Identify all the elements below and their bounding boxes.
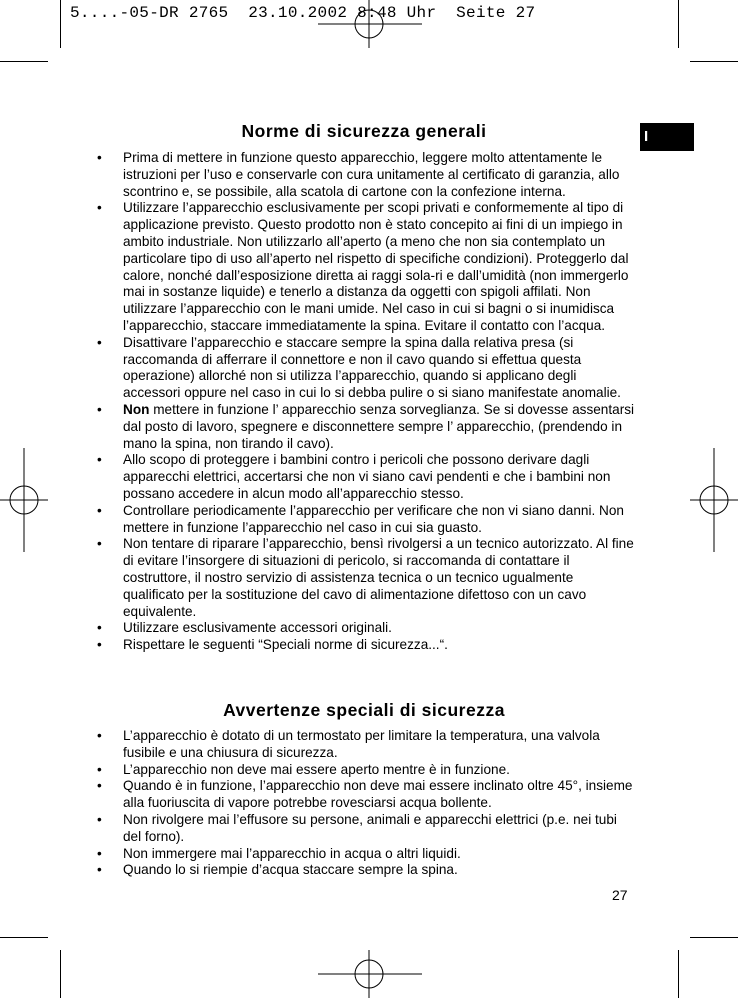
registration-mark-left: [0, 448, 48, 552]
registration-mark-right: [690, 448, 738, 552]
list-item-text: Quando è in funzione, l’apparecchio non deve mai essere inclinato oltre 45°, insieme alla fuoriuscita di vapore potrebbe rovesciarsi acqua bollente.: [123, 778, 633, 811]
list-item: [95, 620, 635, 637]
bullet-icon: •: [97, 811, 102, 827]
bullet-icon: •: [97, 502, 102, 518]
section-title-special-safety: Avvertenze speciali di sicurezza: [223, 700, 505, 720]
list-item-text: Prima di mettere in funzione questo apparecchio, leggere molto attentamente le istruzioni per l’uso e conservarle con cura unitamente al certificato di garanzia, allo scontrino e, se possibile, alla scatola di cartone con la confezione interna.: [123, 150, 620, 199]
list-item-text: mettere in funzione l’ apparecchio senza sorveglianza. Se si dovesse assentarsi dal posto di lavoro, spegnere e disconnettere sempre l’ apparecchio, (prendendo in mano la spina, non tirando il cavo).: [123, 401, 635, 451]
list-item: [95, 846, 635, 863]
list-item-text: Allo scopo di proteggere i bambini contro i pericoli che possono derivare dagli apparecchi elettrici, accertarsi che non vi siano cavi pendenti e che i bambini non possano accedere in alcun modo all’apparecchio stesso.: [123, 452, 611, 501]
bullet-icon: •: [97, 334, 102, 350]
list-item-text: Non immergere mai l’apparecchio in acqua o altri liquidi.: [123, 845, 461, 861]
list-item: [95, 402, 635, 452]
list-item-text: Utilizzare esclusivamente accessori originali.: [123, 620, 392, 636]
bullet-icon: •: [97, 761, 102, 777]
list-item-text: Quando lo si riempie d’acqua staccare sempre la spina.: [123, 862, 458, 878]
bullet-icon: •: [97, 150, 102, 165]
crop-mark: [60, 950, 61, 998]
list-item: [95, 762, 635, 779]
crop-mark: [690, 61, 738, 62]
general-safety-list: [95, 150, 635, 654]
list-item-text: Non tentare di riparare l’apparecchio, bensì rivolgersi a un tecnico autorizzato. Al fine di evitare l’insorgere di situazioni di pericolo, si raccomanda di contattare il costruttore, il nostro servizio di assistenza tecnica o un tecnico ugualmente qualificato per la sostituzione del cavo di alimentazione difettoso con un cavo equivalente.: [123, 536, 634, 619]
list-item: [95, 862, 635, 879]
bullet-icon: •: [97, 778, 102, 794]
bullet-icon: •: [97, 200, 102, 216]
bullet-icon: •: [97, 620, 102, 636]
bullet-icon: •: [97, 862, 102, 878]
list-item: [95, 335, 635, 402]
language-tab: I: [640, 123, 694, 151]
list-item: [95, 778, 635, 812]
list-item-emphasis: Non: [123, 401, 150, 417]
crop-mark: [678, 0, 679, 48]
print-header: 5....-05-DR 2765 23.10.2002 8:48 Uhr Seite 27: [70, 4, 536, 22]
crop-mark: [0, 937, 48, 938]
bullet-icon: •: [97, 728, 102, 743]
special-safety-list: [95, 728, 635, 879]
list-item: [95, 200, 635, 334]
list-item-text: Disattivare l’apparecchio e staccare sempre la spina dalla relativa presa (si raccomanda di afferrare il connettore e non il cavo quando si effettua questa operazione) allorché non si utilizza l’apparecchio, quando si applicano degli accessori oppure nel caso in cui lo si debba pulire o si siano manifestate anomalie.: [123, 334, 621, 401]
list-item: [95, 503, 635, 537]
registration-mark-top: [318, 0, 422, 48]
bullet-icon: •: [97, 536, 102, 552]
list-item-text: L’apparecchio è dotato di un termostato per limitare la temperatura, una valvola fusibile e una chiusura di sicurezza.: [123, 728, 600, 760]
list-item: [95, 536, 635, 620]
bullet-icon: •: [97, 452, 102, 468]
bullet-icon: •: [97, 637, 102, 653]
bullet-icon: •: [97, 845, 102, 861]
list-item-text: Non rivolgere mai l’effusore su persone, animali e apparecchi elettrici (p.e. nei tubi del forno).: [123, 811, 617, 844]
registration-mark-bottom: [318, 950, 422, 998]
list-item: [95, 150, 635, 200]
crop-mark: [690, 937, 738, 938]
bullet-icon: •: [97, 401, 102, 417]
list-item: [95, 812, 635, 846]
list-item: [95, 452, 635, 502]
list-item-text: L’apparecchio non deve mai essere aperto mentre è in funzione.: [123, 761, 510, 777]
crop-mark: [678, 950, 679, 998]
crop-mark: [0, 61, 48, 62]
list-item: [95, 637, 635, 654]
list-item-text: Utilizzare l’apparecchio esclusivamente per scopi privati e conformemente al tipo di applicazione previsto. Questo prodotto non è stato concepito ai fini di un impiego in ambito industriale. Non utilizzarlo all’aperto (a meno che non sia contemplato un particolare tipo di uso all’aperto nel rispetto di specifiche condizioni). Proteggerlo dal calore, nonché dall’esposizione diretta ai raggi sola-ri e dall’umidità (non immergerlo mai in sostanze liquide) e tenerlo a distanza da oggetti con spigoli affilati. Non utilizzare l’apparecchio con le mani umide. Nel caso in cui si bagni o si inumidisca l’apparecchio, staccare immediatamente la spina. Evitare il contatto con l’acqua.: [123, 200, 629, 333]
page-number: 27: [612, 887, 628, 903]
section-title-general-safety: Norme di sicurezza generali: [241, 121, 487, 141]
list-item: [95, 728, 635, 762]
crop-mark: [60, 0, 61, 48]
list-item-text: Rispettare le seguenti “Speciali norme di sicurezza...“.: [123, 637, 448, 653]
list-item-text: Controllare periodicamente l’apparecchio per verificare che non vi siano danni. Non mettere in funzione l’apparecchio nel caso in cui sia guasto.: [123, 502, 624, 535]
